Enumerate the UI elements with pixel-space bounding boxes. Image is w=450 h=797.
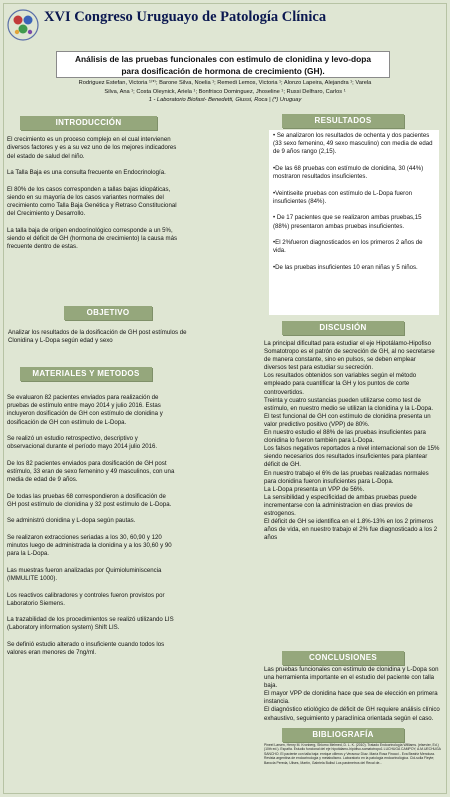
introduccion-body (7, 136, 185, 260)
materiales-paragraph: Se realizaron extracciones seriadas a los 30, 60,90 y 120 minutos luego de administrada la clonidina y a los 30,60 y 90 para la L-Dopa. (7, 533, 172, 558)
introduccion-paragraph: El 80% de los casos corresponden a tallas bajas idiopáticas, siendo en su mayoría de los casos variantes normales del crecimiento como Talla Baja Genética y Retraso Constitucional del Crecimiento y Desarrollo. (7, 185, 177, 218)
conclusiones-heading: CONCLUSIONES (282, 651, 404, 665)
resultados-item: • Se analizaron los resultados de ochenta y dos pacientes (33 sexo femenino, 49 sexo masculino) con media de edad de 9 años rango (2,15). (273, 132, 433, 156)
introduccion-paragraph: La Talla Baja es una consulta frecuente en Endocrinología. (7, 169, 166, 177)
resultados-item: • De 17 pacientes que se realizaron ambas pruebas,15 (88%) presentaron ambas pruebas insuficientes. (273, 214, 422, 230)
objetivo-body: Analizar los resultados de la dosificación de GH post estímulos de Clonidina y L-Dopa según edad y sexo (8, 329, 187, 345)
paper-title-box (56, 51, 390, 78)
materiales-heading: MATERIALES Y METODOS (20, 367, 152, 381)
resultados-item: •El 2%fueron diagnosticados en los primeros 2 años de vida. (273, 239, 423, 255)
materiales-paragraph: De los 82 pacientes enviados para dosificación de GH post estímulo, 33 eran de sexo femenino y 49 masculinos, con una media de edad de 9 años. (7, 459, 175, 484)
discusion-body: La principal dificultad para estudiar el eje Hipotálamo-Hipofiso Somatotropo es el patrón de secreción de GH, al no secretarse de manera constante, sino en pulsos, se deben emplear diversos test para estudiar su secreción. Los resultados obtenidos son variables según el método empleado para cuantificar la GH y los puntos de corte controvertidos. Treinta y cuatro sustancias pueden utilizarse como test de estímulo, en nuestro medio se utilizan la clonidina y la L-Dopa. El test funcional de GH con estímulo de clonidina presenta un valor predictivo positivo (VPP) de 80%. En nuestro estudio el 88% de las pruebas insuficientes para clonidina lo fueron también para L-Dopa. Los falsos negativos reportados a nivel internacional son de 15% siendo necesarios dos resultados insuficientes para plantear déficit de GH. En nuestro trabajo el 6% de las pruebas realizadas normales para clonidina fueron insuficientes para L-Dopa. La L-Dopa presenta un VPP de 56%. La sensibilidad y especificidad de ambas pruebas puede incrementarse con la administracion en dias previos de estrogenos. El déficit de GH se identifica en el 1.8%-13% en los 2 primeros años de vida, en nuestro trabajo el 2% fue diagnosticado a los 2 años (264, 340, 440, 542)
resultados-heading: RESULTADOS (282, 114, 404, 128)
conclusiones-body: Las pruebas funcionales con estímulo de clonidina y L-Dopa son una herramienta importante en el estudio del paciente con talla baja. El mayor VPP de clonidina hace que sea de elección en primera instancia. El diagnóstico etiológico de déficit de GH requiere análisis clínico exhaustivo, seguimiento y paraclínica orientada según el caso. (264, 666, 440, 722)
materiales-paragraph: Se evaluaron 82 pacientes enviados para realización de pruebas de estímulo entre mayo 2014 y julio 2016. Estas incluyeron dosificación de GH con estímulo de clonidina y dosificación de GH con estímulo de L-Dopa. (7, 394, 163, 426)
resultados-item: •De las pruebas insuficientes 10 eran niñas y 5 niños. (273, 263, 418, 271)
bibliografia-body: Pineel Larsen, Henry M. Kronberg, Shlomo Melmed, D. L. K. (2010). Tratado Endocrinología Williams. (elsevier, Ed.) (10th ed.). España. Estudio funcional del eje hipotálamo-hipófiso-somatotropo1 LUCHUGA CAMPOY, A.M.UECHUGA SANCHO. El paciente con talla baja: enrique cilleros y Veracruz Díaz. María Rosa Finocci - Eva Beatriz Mendoza. Revista argentina de endocrinología y metabolismo. Laboratorio en la patología endocrinológica. Cid-solla Fleyte; Barocla Pereda, Ulises, Martín, Gabriela Bulbul Los parámetros del Recal de... (264, 743, 441, 765)
affiliation: 1 - Laboratorio Biofast- Benedetti, Giussi, Roca | (*) Uruguay (148, 97, 302, 103)
resultados-item: •De las 68 pruebas con estímulo de clonidina, 30 (44%) mostraron resultados insuficientes. (273, 164, 424, 181)
introduccion-paragraph: El crecimiento es un proceso complejo en el cual intervienen diversos factores y es a su vez uno de los mejores indicadores del estado de salud del niño. (7, 136, 177, 160)
introduccion-heading: INTRODUCCIÓN (20, 116, 157, 130)
materiales-paragraph: Se administró clonidina y L-dopa según pautas. (7, 517, 136, 525)
materiales-body (7, 394, 175, 666)
resultados-body (273, 132, 433, 280)
congress-logo (6, 6, 40, 44)
authors-line-1: Rodriguez Estefan, Victoria ¹⁽*⁾; Barone Silva, Noelia ¹; Remedi Lemos, Victoria ¹; Alonzo Lapeira, Alejandra ¹; Varela (78, 80, 372, 86)
materiales-paragraph: La trazabilidad de los procedimientos se realizó utilizando LIS (Laboratory information system) Shift LIS. (7, 616, 174, 632)
materiales-paragraph: Se definió estudio alterado o insuficiente cuando todos los valores eran menores de 7ng/ml. (7, 640, 165, 657)
discusion-heading: DISCUSIÓN (282, 321, 404, 335)
materiales-paragraph: Se realizó un estudio retrospectivo, descriptivo y observacional durante el período mayo 2014 julio 2016. (7, 435, 158, 451)
paper-title-line-2: para dosificación de hormona de crecimiento (GH). (121, 66, 325, 76)
objetivo-heading: OBJETIVO (64, 306, 152, 320)
authors (6, 79, 444, 97)
authors-line-2: Silva, Ana ¹; Costa Oleynick, Ariela ¹; Bonfrisco Dominguez, Jhoseline ¹; Russi Delfraro, Carlos ¹ (104, 89, 346, 95)
bibliografia-heading: BIBLIOGRAFÍA (282, 728, 404, 742)
materiales-paragraph: Los reactivos calibradores y controles fueron provistos por Laboratorio Siemens. (7, 591, 165, 607)
resultados-item: •Veintiseite pruebas con estímulo de L-Dopa fueron insuficientes (84%). (273, 189, 412, 205)
conference-title: XVI Congreso Uruguayo de Patología Clínica (44, 9, 327, 25)
paper-title-line-1: Análisis de las pruebas funcionales con estimulo de clonidina y levo-dopa (75, 54, 371, 64)
materiales-paragraph: Las muestras fueron analizadas por Quimioluminiscencia (IMMULITE 1000). (7, 566, 162, 583)
materiales-paragraph: De todas las pruebas 68 correspondieron a dosificación de GH post estímulo de clonidina y 32 post estímulo de L-Dopa. (7, 492, 172, 508)
introduccion-paragraph: La talla baja de origen endocrinológico corresponde a un 5%, siendo el déficit de GH (hormona de crecimiento) la causa más frecuente dentro de estas. (7, 226, 178, 251)
